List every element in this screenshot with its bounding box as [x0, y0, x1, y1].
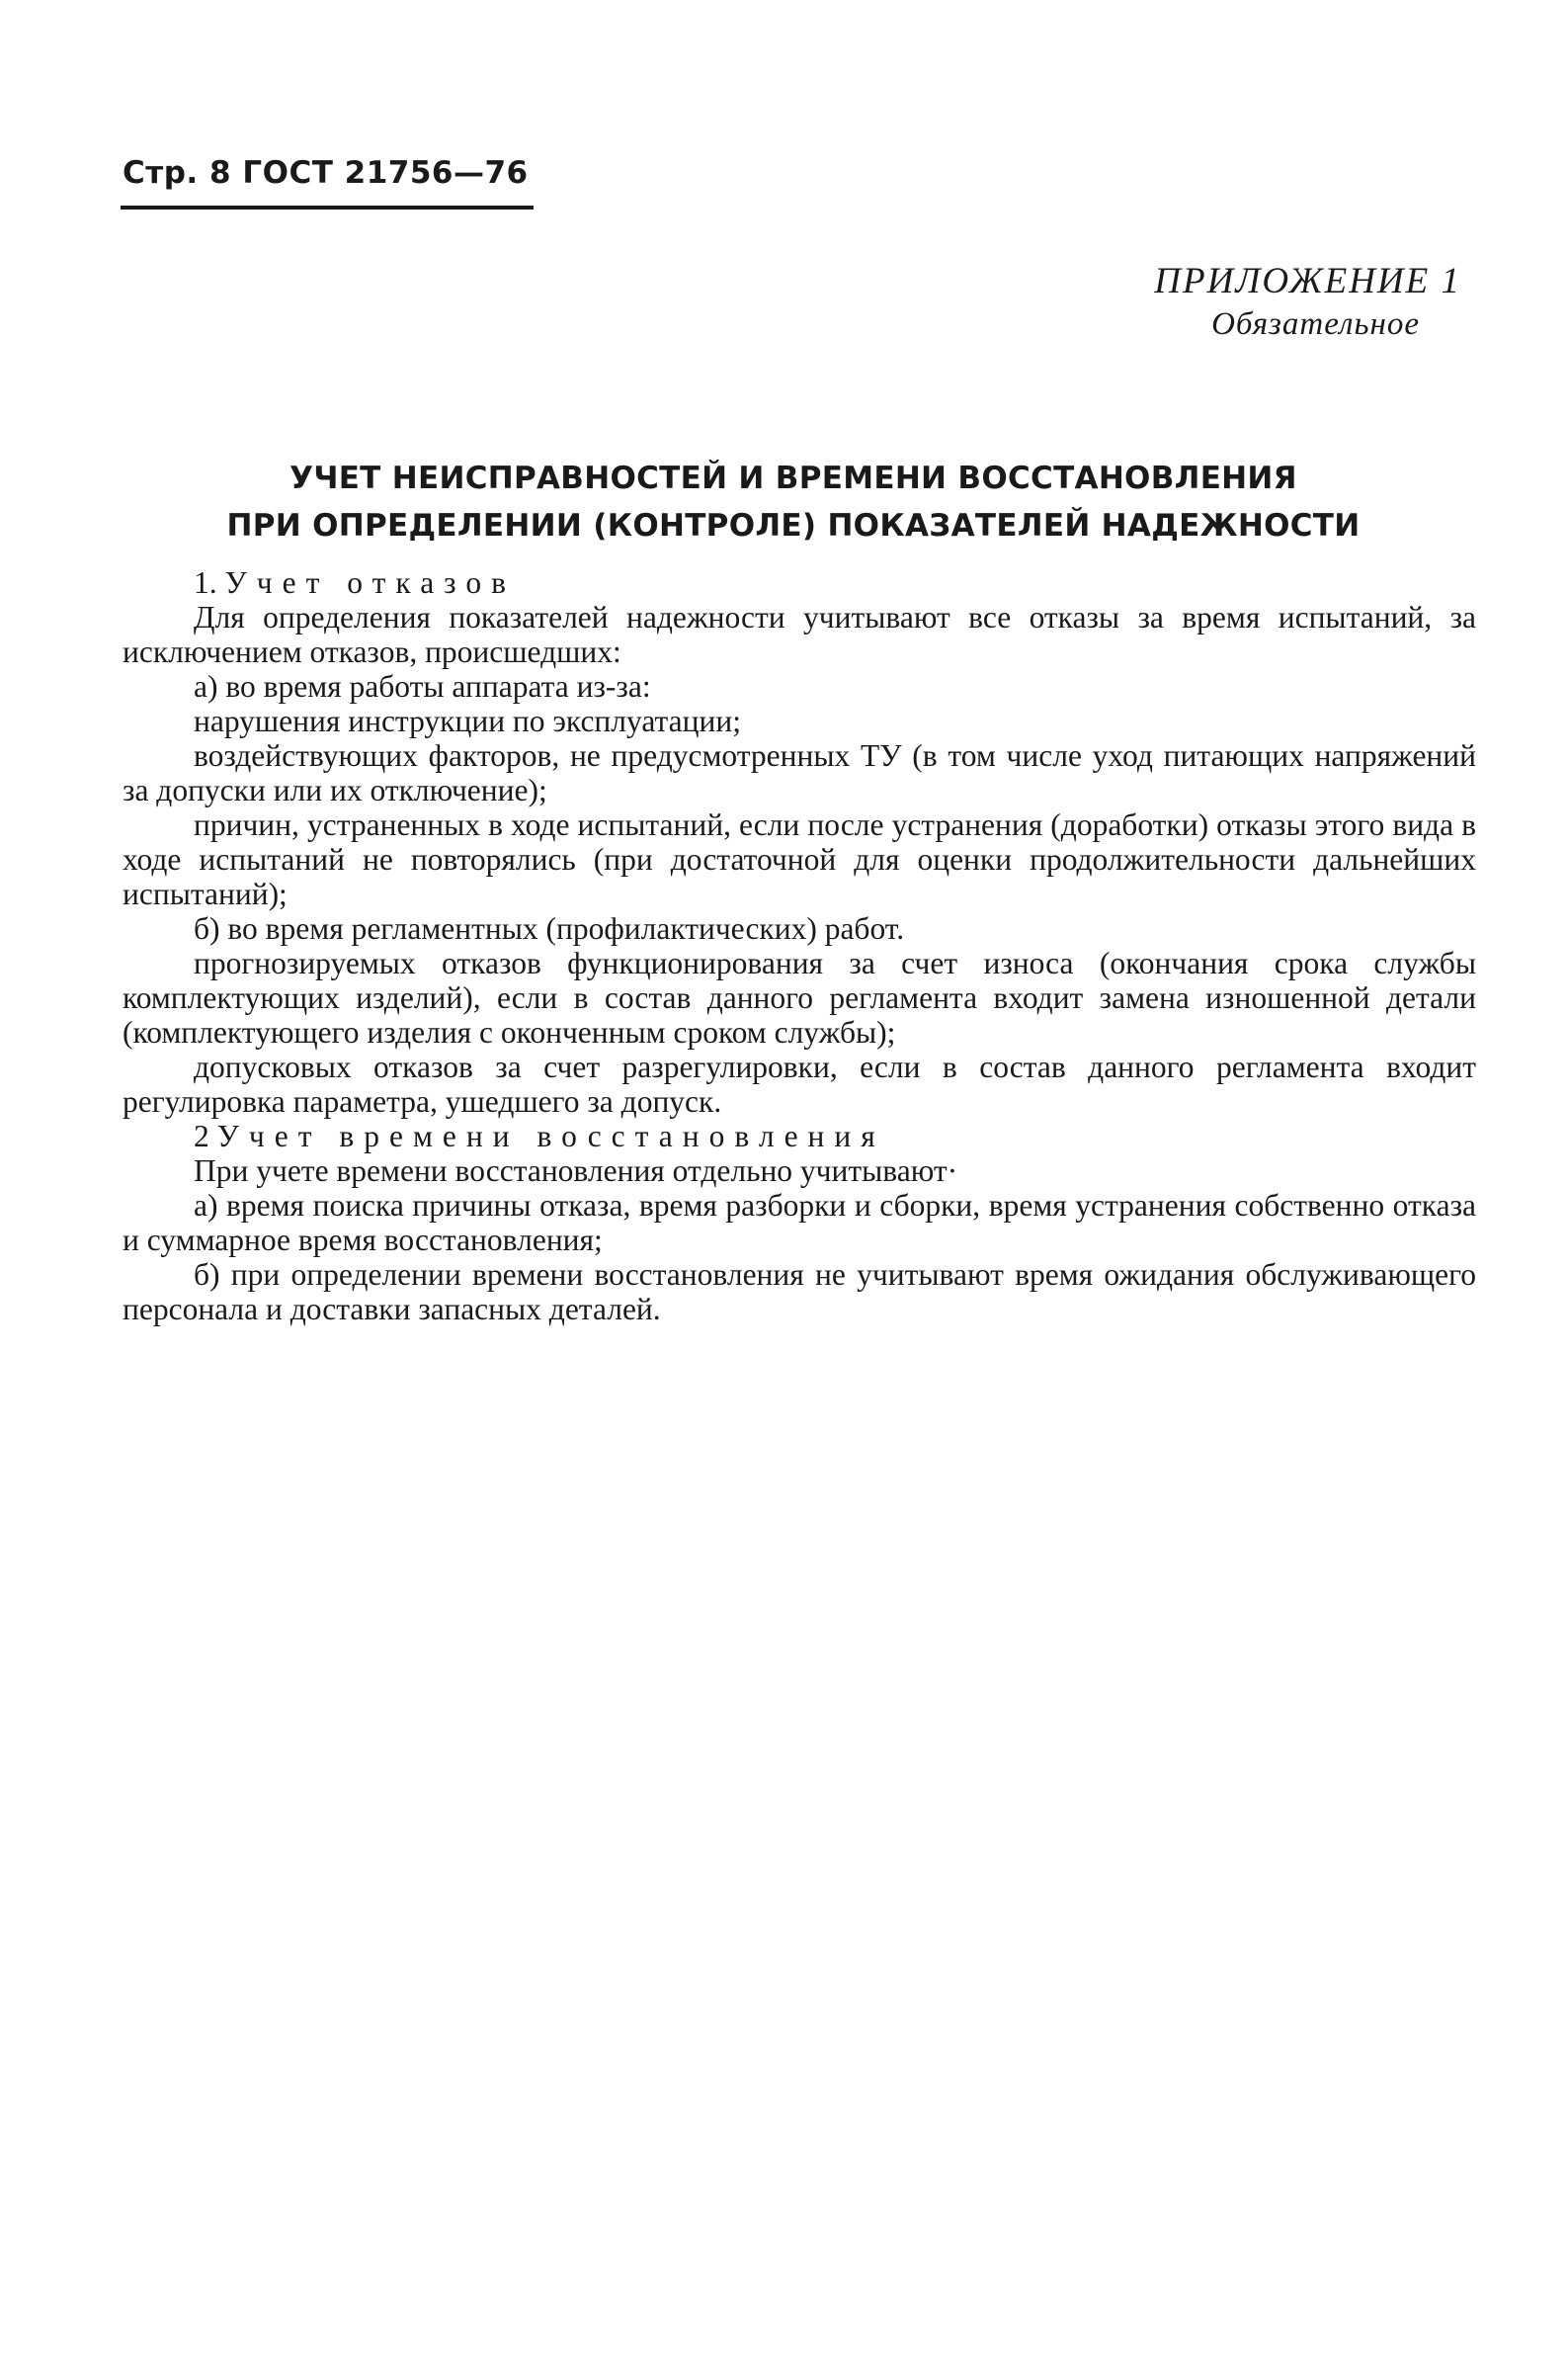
document-title-line-1: УЧЕТ НЕИСПРАВНОСТЕЙ И ВРЕМЕНИ ВОССТАНОВЛЕНИЯ [289, 461, 1297, 496]
paragraph: б) при определении времени восстановления не учитывают время ожидания обслуживающего персонала и доставки запасных деталей. [123, 1257, 1476, 1326]
section-title-1: Учет отказов [224, 565, 517, 600]
document-body [123, 565, 1476, 1326]
paragraph: При учете времени восстановления отдельно учитывают· [194, 1153, 958, 1188]
paragraph: Для определения показателей надежности учитывают все отказы за время испытаний, за исключением отказов, происшедших: [123, 600, 1476, 669]
section-heading-1 [123, 565, 1476, 600]
paragraph: б) во время регламентных (профилактических) работ. [194, 911, 905, 946]
paragraph: прогнозируемых отказов функционирования за счет износа (окончания срока службы комплектующих изделий), если в состав данного регламента входит замена изношенной детали (комплектующего изделия с оконченным сроком службы); [123, 946, 1476, 1050]
appendix-title: ПРИЛОЖЕНИЕ 1 [1154, 261, 1461, 301]
section-number-1: 1. [194, 565, 217, 600]
appendix-label [1154, 259, 1461, 346]
paragraph: а) во время работы аппарата из-за: [194, 669, 651, 704]
running-header: Стр. 8 ГОСТ 21756—76 [123, 155, 529, 191]
paragraph: причин, устраненных в ходе испытаний, если после устранения (доработки) отказы этого вида в ходе испытаний не повторялись (при достаточной для оценки продолжительности дальнейших испытаний); [123, 807, 1476, 911]
paragraph: допусковых отказов за счет разрегулировки, если в состав данного регламента входит регулировка параметра, ушедшего за допуск. [123, 1050, 1476, 1119]
section-number-2: 2 [194, 1119, 209, 1153]
paragraph: воздействующих факторов, не предусмотренных ТУ (в том числе уход питающих напряжений за допуски или их отключение); [123, 738, 1476, 807]
section-title-2: Учет времени восстановления [216, 1119, 885, 1153]
appendix-status: Обязательное [1211, 306, 1420, 343]
document-title [123, 455, 1464, 550]
paragraph: а) время поиска причины отказа, время разборки и сборки, время устранения собственно отказа и суммарное время восстановления; [123, 1188, 1476, 1257]
document-title-line-2: ПРИ ОПРЕДЕЛЕНИИ (КОНТРОЛЕ) ПОКАЗАТЕЛЕЙ НАДЕЖНОСТИ [226, 508, 1361, 544]
header-rule [121, 206, 534, 210]
section-heading-2 [123, 1119, 1476, 1153]
paragraph: нарушения инструкции по эксплуатации; [194, 704, 741, 738]
